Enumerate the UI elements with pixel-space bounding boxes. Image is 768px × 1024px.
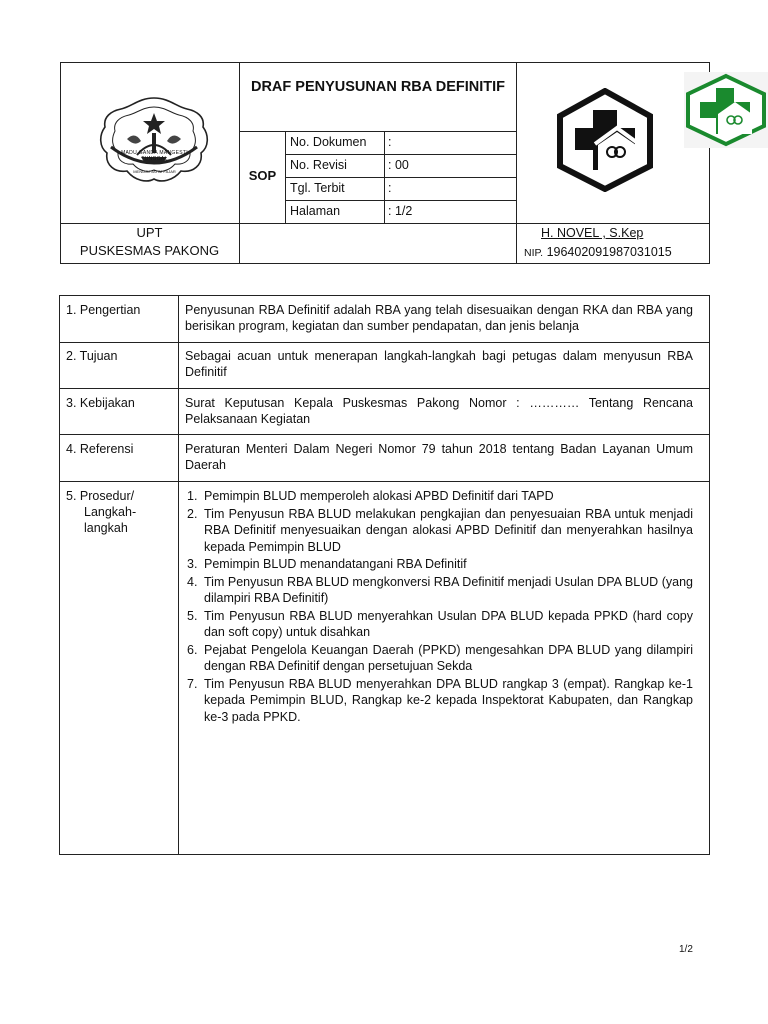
procedure-step — [185, 488, 693, 505]
procedure-step — [185, 676, 693, 726]
step-text: Tim Penyusun RBA BLUD melakukan pengkajian dan penyesuaian RBA untuk menjadi RBA Definitif menyesuaikan dengan alokasi APBD Definitif dan menyerahkan hasilnya kepada Pemimpin BLUD — [204, 506, 693, 554]
section-label-pengertian: 1. Pengertian — [66, 303, 141, 317]
org-upt: UPT — [136, 225, 163, 240]
step-number: 5. — [187, 608, 198, 623]
section-text-tujuan: Sebagai acuan untuk menerapan langkah-langkah bagi petugas dalam menyusun RBA Definitif — [185, 349, 693, 379]
step-text: Tim Penyusun RBA BLUD mengkonversi RBA Definitif menjadi Usulan DPA BLUD (yang dilampiri RBA Definitif) — [204, 574, 693, 605]
step-text: Pemimpin BLUD menandatangani RBA Definitif — [204, 557, 467, 571]
section-text-pengertian: Penyusunan RBA Definitif adalah RBA yang telah disesuaikan dengan RKA dan RBA yang berisikan program, kegiatan dan sumber pendapatan, dan jenis belanja — [185, 303, 693, 333]
meta-value-tgl-terbit: : — [388, 181, 392, 195]
signer-nip-line — [524, 245, 672, 259]
signer-nip: 196402091987031015 — [546, 245, 672, 259]
procedure-step — [185, 506, 693, 556]
seal-motto: MADU GANDA MANGESTI TUNGGAL — [121, 150, 188, 162]
step-number: 6. — [187, 642, 198, 657]
step-text: Tim Penyusun RBA BLUD menyerahkan Usulan DPA BLUD kepada PPKD (hard copy dan soft copy) untuk disahkan — [204, 608, 693, 639]
section-text-referensi: Peraturan Menteri Dalam Negeri Nomor 79 tahun 2018 tentang Badan Layanan Umum Daerah — [185, 442, 693, 472]
step-number: 1. — [187, 489, 198, 503]
page-number: 1/2 — [679, 944, 693, 955]
section-text-kebijakan: Surat Keputusan Kepala Puskesmas Pakong Nomor : ………… Tentang Rencana Pelaksanaan Kegiatan — [185, 396, 693, 426]
document-title: DRAF PENYUSUNAN RBA DEFINITIF — [250, 79, 506, 95]
step-number: 7. — [187, 676, 198, 691]
org-puskesmas-name: PUSKESMAS PAKONG — [79, 243, 220, 258]
procedure-step — [185, 556, 693, 573]
section-label-prosedur-line1: 5. Prosedur/ — [66, 489, 135, 503]
meta-value-no-dokumen: : — [388, 135, 392, 149]
section-label-prosedur-line2: Langkah- — [84, 505, 137, 519]
procedure-steps — [185, 488, 693, 726]
section-label-prosedur-line3: langkah — [84, 521, 128, 535]
section-label-kebijakan: 3. Kebijakan — [66, 396, 135, 410]
procedure-step — [185, 608, 693, 641]
seal-subtext: MENUJU JATIM FAJAR — [133, 169, 176, 174]
step-text: Tim Penyusun RBA BLUD menyerahkan DPA BLUD rangkap 3 (empat). Rangkap ke-1 kepada Pemimpin BLUD, Rangkap ke-2 kepada Inspektorat Kabupaten, dan Rangkap ke-3 pada PPKD. — [204, 676, 693, 724]
step-text: Pejabat Pengelola Keuangan Daerah (PPKD) mengesahkan DPA BLUD yang dilampiri dengan RBA Definitif dengan persetujuan Sekda — [204, 642, 693, 673]
procedure-step — [185, 642, 693, 675]
section-label-referensi: 4. Referensi — [66, 442, 134, 456]
step-number: 3. — [187, 557, 198, 571]
section-label-tujuan: 2. Tujuan — [66, 349, 118, 363]
meta-value-halaman: : 1/2 — [388, 204, 413, 218]
meta-value-no-revisi: : 00 — [388, 158, 409, 172]
meta-label-tgl-terbit: Tgl. Terbit — [290, 181, 345, 195]
procedure-step — [185, 574, 693, 607]
puskesmas-logo-black — [555, 88, 655, 192]
meta-label-no-dokumen: No. Dokumen — [290, 135, 367, 149]
signer-name: H. NOVEL , S.Kep — [541, 226, 644, 240]
section-label-prosedur — [66, 488, 136, 536]
meta-label-halaman: Halaman — [290, 204, 341, 218]
meta-label-no-revisi: No. Revisi — [290, 158, 347, 172]
sop-label: SOP — [248, 168, 277, 183]
step-number: 2. — [187, 506, 198, 521]
step-text: Pemimpin BLUD memperoleh alokasi APBD Definitif dari TAPD — [204, 489, 554, 503]
signer-nip-label: NIP. — [524, 247, 544, 259]
puskesmas-logo-green — [684, 72, 768, 148]
step-number: 4. — [187, 574, 198, 589]
